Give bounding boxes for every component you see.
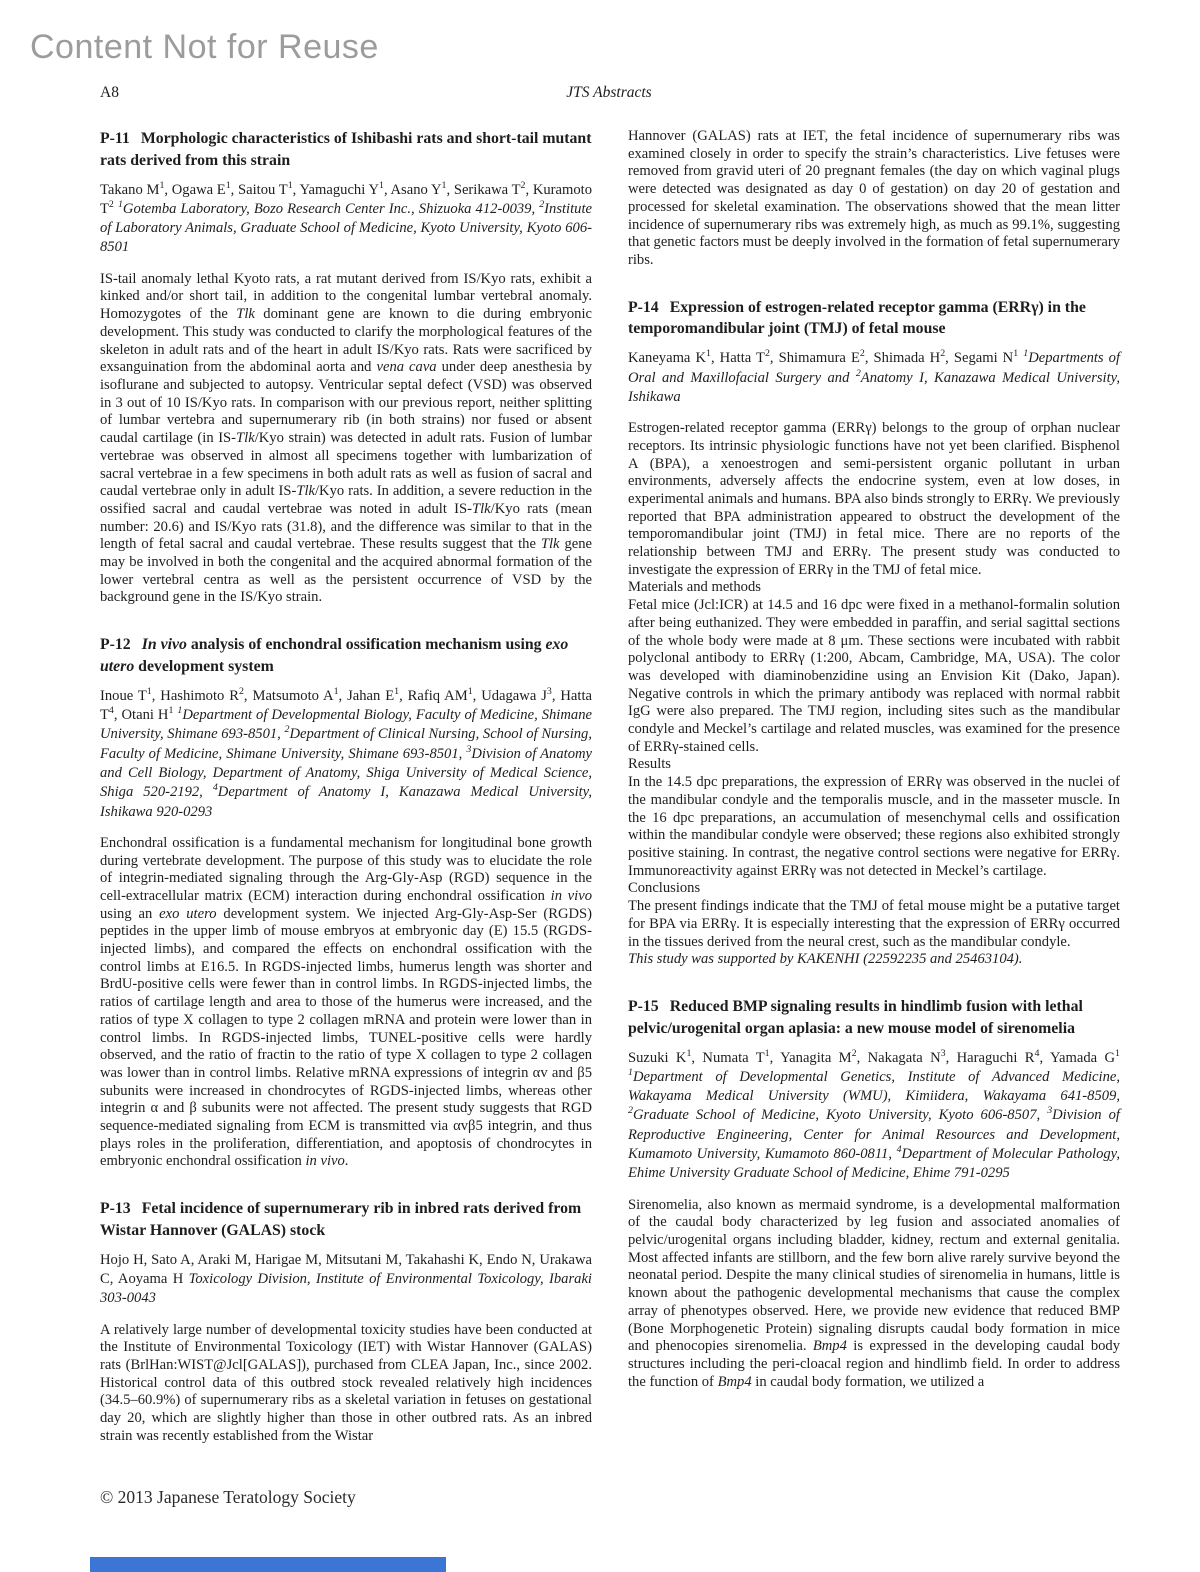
abstract-authors: Takano $M^1$, Ogawa $E^1$, Saitou $T^1$, Yamaguchi $Y^1$, Asano $Y^1$, Serikawa $T^2$, Kuramoto $T^2$ $^1$Gotemba Laboratory, Bozo Research Center Inc., Shizuoka 412-0039, $^2$Institute of Laboratory Animals, Graduate School of Medicine, Kyoto University, Kyoto 606-8501 (100, 179, 592, 256)
abstract-p13-continuation: Hannover (GALAS) rats at IET, the fetal incidence of supernumerary ribs was examined closely in order to specify the strain’s characteristics. Live fetuses were removed from gravid uteri of 20 pregnant females (the day on which vaginal plugs were detected was designated as day 0 of gestation) on day 20 of gestation and processed for skeletal examination. The observations showed that the mean litter incidence of supernumerary ribs was extremely high, as much as 99.1%, suggesting that genetic factors must be deeply involved in the formation of fetal supernumerary ribs. (628, 128, 1120, 268)
abstract-authors: Inoue $T^1$, Hashimoto $R^2$, Matsumoto $A^1$, Jahan $E^1$, Rafiq $AM^1$, Udagawa $J^3$, Hatta $T^4$, Otani $H^1$ $^1$Department of Developmental Biology, Faculty of Medicine, Shimane University, Shimane 693-8501, $^2$Department of Clinical Nursing, School of Nursing, Faculty of Medicine, Shimane University, Shimane 693-8501, $^3$Division of Anatomy and Cell Biology, Department of Anatomy, Shiga University of Medical Science, Shiga 520-2192, $^4$Department of Anatomy I, Kanazawa Medical University, Ishikawa 920-0293 (100, 685, 593, 820)
abstract-number: P-13 (100, 1200, 131, 1218)
journal-title: JTS Abstracts (566, 84, 652, 101)
abstract-title (100, 1198, 592, 1242)
content-columns (100, 128, 1120, 1473)
abstract-body-paragraph: Fetal mice (Jcl:ICR) at 14.5 and 16 dpc were fixed in a methanol-formalin solution after being euthanized. They were embedded in paraffin, and serial sagittal sections of the whole body were made at 8 μm. These sections were incubated with rabbit polyclonal antibody to ERRγ (1:200, Abcam, Cambridge, MA, USA). The color was developed with diaminobenzidine using an Envision Kit (Dako, Japan). Negative controls in which the primary antibody was replaced with normal rabbit IgG were also prepared. The TMJ region, including sites such as the mandibular condyle and Meckel’s cartilage and related muscles, was examined for the presence of ERRγ-stained cells. (628, 597, 1120, 755)
abstract-title (628, 996, 1120, 1040)
abstract-number: P-12 (100, 636, 131, 654)
abstract-section-heading: Materials and methods (628, 579, 761, 596)
abstract-body-paragraph: Estrogen-related receptor gamma (ERRγ) belongs to the group of orphan nuclear receptors. Its intrinsic physiologic functions have not yet been clarified. Bisphenol A (BPA), a xenoestrogen and semi-persistent organic pollutant in urban environments, adversely affects the endocrine system, even at low doses, in experimental animals and humans. BPA also binds strongly to ERRγ. We previously reported that BPA administration appeared to obstruct the development of the temporomandibular joint (TMJ) in fetal mice. There are no reports of the relationship between TMJ and ERRγ. The present study was conducted to investigate the expression of ERRγ in the TMJ of fetal mice. (628, 420, 1120, 578)
abstract-body-paragraph: In the 14.5 dpc preparations, the expression of ERRγ was observed in the nuclei of the mandibular condyle and the temporalis muscle, and in the masseter muscle. In the 16 dpc preparations, an accumulation of mesenchymal cells and ossification within the mandibular condyle were observed; these regions also exhibited strongly positive staining. In contrast, the negative control sections were negative for ERRγ. Immunoreactivity against ERRγ was not detected in Meckel’s cartilage. (628, 774, 1120, 879)
abstract-p13 (100, 1198, 592, 1445)
abstract-p11 (100, 128, 592, 607)
abstract-authors: Suzuki $K^1$, Numata $T^1$, Yanagita $M^2$, Nakagata $N^3$, Haraguchi $R^4$, Yamada $G^1$ $^1$Department of Developmental Genetics, Institute of Advanced Medicine, Wakayama Medical University (WMU), Kimiidera, Wakayama 641-8509, $^2$Graduate School of Medicine, Kyoto University, Kyoto 606-8507, $^3$Division of Reproductive Engineering, Center for Animal Resources and Development, Kumamoto University, Kumamoto 860-0811, $^4$Department of Molecular Pathology, Ehime University Graduate School of Medicine, Ehime 791-0295 (628, 1047, 1120, 1182)
abstract-body: IS-tail anomaly lethal Kyoto rats, a rat mutant derived from IS/Kyo rats, exhibit a kinked and/or short tail, in addition to the congenital lumbar vertebral anomaly. Homozygotes of the Tlk dominant gene are known to die during embryonic development. This study was conducted to clarify the morphological features of the skeleton in adult rats and of the heart in adult IS/Kyo rats. Rats were sacrificed by exsanguination from the abdominal aorta and vena cava under deep anesthesia by isoflurane and subjected to autopsy. Ventricular septal defect (VSD) was observed in 3 out of 10 IS/Kyo rats. In comparison with our previous report, neither splitting of lumbar vertebra and supernumerary rib (in both strains) nor fused or absent caudal cartilage (in IS-Tlk/Kyo strain) was detected in adult rats. Fusion of lumbar vertebrae was observed in almost all specimens together with lumbarization of sacral vertebrae in a few specimens in both adult rats as well as fusion of sacral and caudal vertebrae only in adult IS-Tlk/Kyo rats. In addition, a severe reduction in the ossified sacral and caudal vertebrae was noted in adult IS-Tlk/Kyo rats (mean number: 20.6) and IS/Kyo rats (31.8), and the difference was similar to that in the length of fetal sacral and caudal vertebrae. These results suggest that the Tlk gene may be involved in both the congenital and the acquired abnormal formation of the lower vertebral centra as well as the persistent occurrence of VSD by the background gene in the IS/Kyo strain. (100, 270, 593, 606)
abstract-body-paragraph: The present findings indicate that the TMJ of fetal mouse might be a putative target for BPA via ERRγ. It is especially interesting that the expression of ERRγ occurred in the tissues derived from the neural crest, such as the mandibular condyle. (628, 898, 1120, 950)
page-number: A8 (100, 84, 119, 101)
abstract-body: Sirenomelia, also known as mermaid syndrome, is a developmental malformation of the caudal body characterized by leg fusion and associated anomalies of pelvic/urogenital organs including bladder, kidney, rectum and external genitalia. Most affected infants are stillborn, and the few born alive rarely survive beyond the neonatal period. Despite the many clinical studies of sirenomelia in humans, little is known about the pathogenic developmental mechanisms that cause the complex array of phenotypes observed. Here, we provide new evidence that reduced BMP (Bone Morphogenetic Protein) signaling disrupts caudal body formation in mice and phenocopies sirenomelia. Bmp4 is expressed in the developing caudal body structures including the peri-cloacal region and hindlimb field. In order to address the function of Bmp4 in caudal body formation, we utilized a (628, 1196, 1121, 1390)
abstract-funding-note: This study was supported by KAKENHI (22592235 and 25463104). (628, 951, 1023, 968)
abstract-number: P-14 (628, 298, 659, 316)
abstract-authors: Kaneyama $K^1$, Hatta $T^2$, Shimamura $E^2$, Shimada $H^2$, Segami $N^1$ $^1$Departments of Oral and Maxillofacial Surgery and $^2$Anatomy I, Kanazawa Medical University, Ishikawa (628, 348, 1120, 405)
watermark: Content Not for Reuse (30, 28, 379, 66)
abstract-title (628, 297, 1120, 341)
left-column (100, 128, 592, 1473)
abstract-p14 (628, 297, 1120, 969)
abstract-title-text: Morphologic characteristics of Ishibashi rats and short-tail mutant rats derived from this strain (100, 130, 592, 169)
abstract-authors: Hojo H, Sato A, Araki M, Harigae M, Mitsutani M, Takahashi K, Endo N, Urakawa C, Aoyama H Toxicology Division, Institute of Environmental Toxicology, Ibaraki 303-0043 (100, 1251, 592, 1307)
abstract-title-text: Expression of estrogen-related receptor gamma (ERRγ) in the temporomandibular joint (TMJ) of fetal mouse (628, 298, 1086, 338)
abstract-section-heading: Conclusions (628, 880, 701, 897)
bottom-blue-bar (90, 1557, 446, 1572)
abstract-title (100, 128, 592, 172)
abstract-number: P-15 (628, 997, 659, 1015)
page-header (100, 84, 1118, 106)
abstract-section-heading: Results (628, 756, 671, 773)
right-column (628, 128, 1120, 1473)
abstract-p12 (100, 634, 592, 1171)
abstract-number: P-11 (100, 130, 130, 147)
abstract-p15 (628, 996, 1120, 1391)
abstract-body: A relatively large number of developmental toxicity studies have been conducted at the Institute of Environmental Toxicology (IET) with Wistar Hannover (GALAS) rats (BrlHan:WIST@Jcl[GALAS]), purchased from CLEA Japan, Inc., since 2002. Historical control data of this outbred stock revealed relatively high incidences (34.5–60.9%) of supernumerary ribs as a skeletal variation in fetuses on gestational day 20, which are slightly higher than those in other outbred rats. As an inbred strain was recently established from the Wistar (100, 1321, 592, 1444)
abstract-title-text: In vivo analysis of enchondral ossification mechanism using exo utero development system (100, 636, 569, 675)
abstract-title-text: Fetal incidence of supernumerary rib in inbred rats derived from Wistar Hannover (GALAS) stock (100, 1200, 582, 1239)
copyright: © 2013 Japanese Teratology Society (100, 1487, 356, 1507)
abstract-body: Enchondral ossification is a fundamental mechanism for longitudinal bone growth during vertebrate development. The purpose of this study was to elucidate the role of integrin-mediated signaling through the Arg-Gly-Asp (RGD) sequence in the cell-extracellular matrix (ECM) interaction during enchondral ossification in vivo using an exo utero development system. We injected Arg-Gly-Asp-Ser (RGDS) peptides in the upper limb of mouse embryos at embryonic day (E) 15.5 (RGDS-injected limbs), and compared the effects on enchondral ossification with the control limbs at E16.5. In RGDS-injected limbs, humerus length was shorter and BrdU-positive cells were fewer than in control limbs. In RGDS-injected limbs, the ratios of cartilage length and area to those of the humerus were increased, and the ratios of type X collagen to type 2 collagen mRNA and protein were lower than in control limbs. In RGDS-injected limbs, TUNEL-positive cells were hardly observed, and the ratio of fractin to the ratio of type X collagen to type 2 collagen was lower than in control limbs. Relative mRNA expressions of integrin αv and β5 subunits were increased in chondrocytes of RGDS-injected limbs, whereas other integrin α and β subunits were not affected. The present study suggests that RGD sequence-mediated signaling from ECM is transmitted via αvβ5 integrin, and thus plays roles in the proliferation, differentiation, and apoptosis of chondrocytes in embryonic enchondral ossification in vivo. (100, 834, 593, 1170)
abstract-title-text: Reduced BMP signaling results in hindlimb fusion with lethal pelvic/urogenital organ aplasia: a new mouse model of sirenomelia (628, 997, 1083, 1037)
abstract-title (100, 634, 592, 678)
